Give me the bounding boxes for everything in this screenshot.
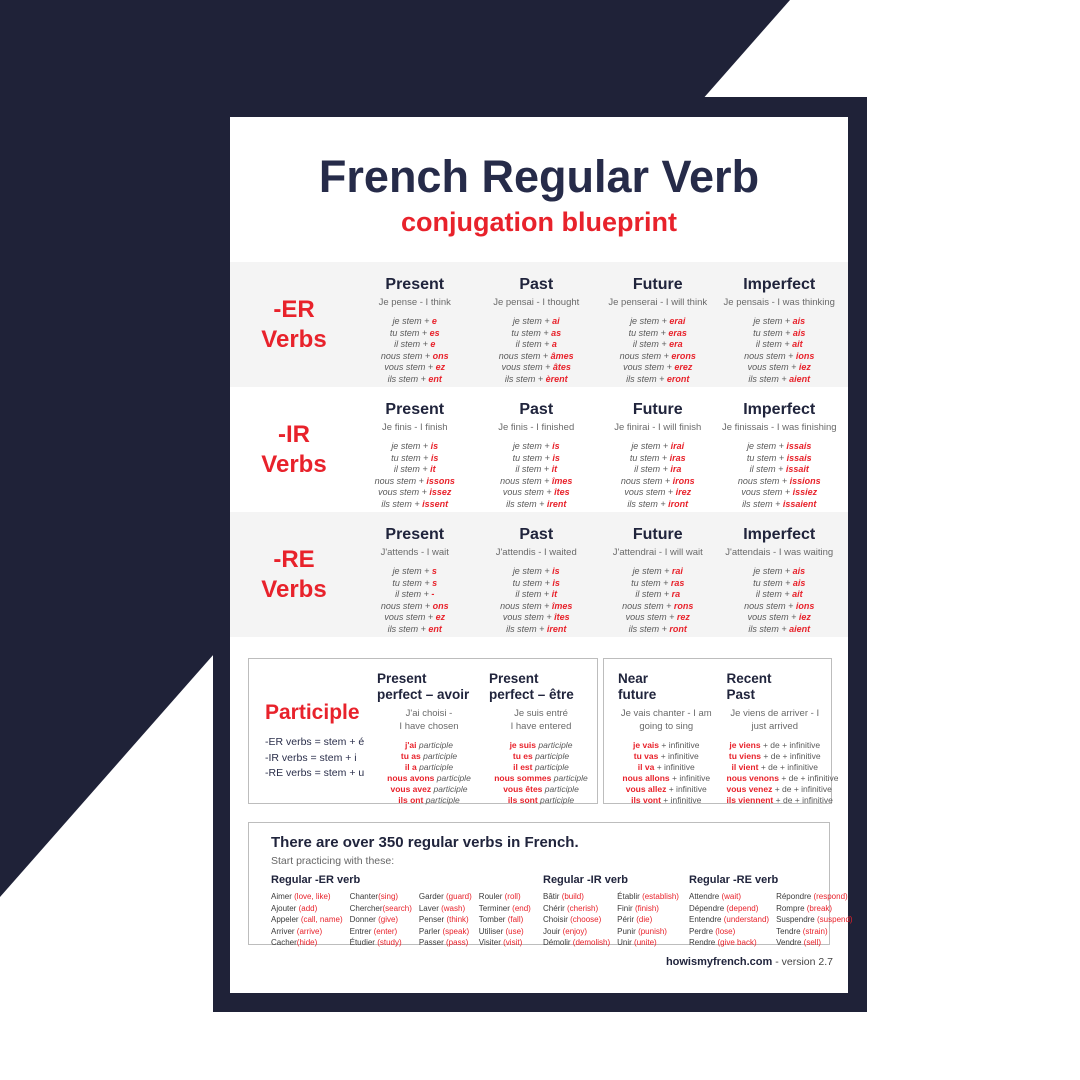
poster-subtitle: conjugation blueprint [401,207,677,237]
phrase-line: je vais + infinitive [633,740,700,750]
tense-example: Je penserai - I will think [608,297,708,308]
verb-column [419,892,472,947]
verb-entry: Punir (punish) [617,926,667,936]
verb-entry: Rompre (break) [776,903,833,913]
conjugation-line: ils stem + ent [387,373,442,384]
verb-entry: Chérir (cherish) [543,903,599,913]
verb-entry: Attendre (wait) [689,892,742,901]
phrase-line: il est participle [513,762,569,772]
conjugation-line: je stem + rai [632,566,683,576]
phrase-line: nous allons + infinitive [622,773,711,783]
tense-name: Future [632,526,683,543]
poster-title: French Regular Verb [318,151,760,202]
poster-page [230,117,853,993]
verb-column [689,892,769,947]
conjugation-line: nous stem + ons [380,600,449,611]
conjugation-line: il stem + a [515,339,557,349]
phrase-example: Je suis entré I have entered [510,708,572,732]
conjugation-line: je stem + irai [631,441,685,451]
tense-name: Imperfect [743,401,816,418]
phrase-example: J'ai choisi - I have chosen [399,708,459,732]
tense-name: Future [632,401,683,418]
conjugation-line: vous stem + rez [625,612,690,622]
conjugation-line: nous stem + ons [380,350,449,361]
conjugation-line: tu stem + es [389,327,440,338]
verb-group-label: -RE Verbs [261,545,327,603]
conjugation-line: ils stem + issaient [742,498,817,509]
verb-list-title: Regular -IR verb [543,874,628,886]
conjugation-line: ils stem + ront [628,623,687,634]
verb-entry: Jouir (enjoy) [543,926,588,936]
phrase-line: il vient + de + infinitive [731,762,818,772]
participle-rule-re: -RE verbs = stem + u [265,767,365,779]
verb-column [776,892,853,947]
tense-column [719,401,841,508]
conjugation-line: il stem + ait [755,589,803,599]
conjugation-line: vous stem + issez [378,487,452,497]
tense-name: Imperfect [743,526,816,543]
conjugation-line: ils stem + èrent [504,373,568,384]
verb-group-row [230,512,848,637]
conjugation-line: il stem + ait [755,339,803,349]
conjugation-line: je stem + is [512,441,560,451]
conjugation-line: vous stem + issiez [741,487,818,497]
conjugation-line: vous stem + ez [384,362,446,372]
participle-rule-er: -ER verbs = stem + é [265,736,365,748]
verb-entry: Dépendre (depend) [689,903,759,913]
phrase-line: j'ai participle [405,740,453,750]
phrase-column-name: Present perfect – avoir [377,671,470,702]
conjugation-line: tu stem + ras [631,577,685,588]
verb-entry: Chanter(sing) [349,892,399,901]
conjugation-line: il stem + era [632,339,683,349]
verb-list-title: Regular -ER verb [271,874,361,886]
conjugation-line: ils stem + iront [627,498,689,509]
verb-entry: Chercher(search) [349,903,412,913]
phrase-line: tu viens + de + infinitive [728,751,821,761]
tense-column [354,276,476,383]
conjugation-line: je stem + ais [753,566,806,576]
conjugation-line: tu stem + ais [753,327,806,338]
verb-entry: Laver (wash) [418,903,466,913]
tense-name: Past [519,526,554,543]
tense-column [719,276,841,383]
tense-example: Je pensais - I was thinking [723,297,835,308]
phrase-line: tu es participle [512,751,570,761]
conjugation-line: tu stem + issais [746,452,812,463]
conjugation-line: ils stem + irent [506,498,567,509]
practice-section [248,822,853,947]
conjugation-line: il stem + it [515,464,558,474]
phrase-column [726,671,839,806]
verb-list-title: Regular -RE verb [689,874,779,886]
conjugation-line: ils stem + irent [506,623,567,634]
conjugation-line: ils stem + ent [387,623,442,634]
verb-group-row [230,387,848,512]
tense-column [719,526,841,633]
tense-example: Je finis - I finished [498,422,575,433]
conjugation-line: tu stem + s [392,577,438,588]
tense-column [354,526,476,633]
conjugation-line: nous stem + rons [622,600,694,611]
tense-column [354,401,476,508]
tense-column [597,526,719,633]
footer [666,956,833,968]
conjugation-line: nous stem + âmes [498,350,574,361]
footer-version: - version 2.7 [775,956,833,968]
conjugation-line: il stem + it [393,464,436,474]
phrase-line: ils viennent + de + infinitive [726,795,833,805]
phrase-column [377,671,481,806]
practice-groups [271,874,853,947]
phrase-line: vous êtes participle [503,784,579,794]
tense-column [597,276,719,383]
conjugation-line: il stem + - [395,589,435,599]
phrase-line: ils vont + infinitive [631,795,702,805]
conjugation-line: vous stem + iez [747,362,811,372]
verb-entry: Penser (think) [418,915,469,924]
phrase-line: je suis participle [509,740,573,750]
conjugation-line: je stem + ais [753,316,806,326]
phrase-line: vous allez + infinitive [625,784,707,794]
verb-entry: Ajouter (add) [271,903,318,913]
conjugation-line: je stem + ai [512,316,560,326]
verb-entry: Arriver (arrive) [271,926,323,936]
conjugation-line: il stem + ira [634,464,682,474]
verb-entry: Démolir (demolish) [543,938,611,947]
phrase-line: ils ont participle [398,795,460,805]
footer-site: howismyfrench.com [665,956,773,968]
conjugation-line: tu stem + is [512,577,560,588]
conjugation-line: nous stem + erons [619,350,696,361]
phrase-column [489,671,593,806]
practice-heading: There are over 350 regular verbs in French. [271,834,579,851]
phrase-line: nous sommes participle [494,773,588,783]
verb-entry: Utiliser (use) [478,926,524,936]
conjugation-line: je stem + is [391,441,439,451]
phrase-column-name: Recent Past [726,671,772,702]
verb-entry: Aimer (love, like) [271,892,331,901]
verb-entry: Entendre (understand) [689,915,770,924]
conjugation-line: nous stem + ions [744,600,815,611]
verb-entry: Étudier (study) [349,938,402,947]
conjugation-line: ils stem + eront [626,373,690,384]
verb-entry: Choisir (choose) [543,915,602,924]
conjugation-line: nous stem + îmes [500,600,573,611]
participle-rule-ir: -IR verbs = stem + i [265,751,357,764]
phrase-line: vous venez + de + infinitive [726,784,832,794]
tense-column [476,526,598,633]
tense-example: J'attendis - I waited [495,547,577,558]
verb-entry: Vendre (sell) [776,938,821,947]
conjugation-line: il stem + ra [635,589,681,599]
verb-entry: Suspendre (suspend) [776,915,853,924]
tense-example: Je pense - I think [378,297,451,308]
phrase-example: Je viens de arriver - I just arrived [730,708,820,732]
verb-entry: Donner (give) [349,915,399,924]
verb-column [543,892,610,947]
verb-column [479,892,531,947]
phrase-column [618,671,715,806]
conjugation-line: vous stem + ez [384,612,446,622]
verb-entry: Appeler (call, name) [271,915,343,924]
verb-entry: Garder (guard) [418,892,472,901]
conjugation-line: nous stem + irons [620,475,695,486]
tense-example: J'attendais - I was waiting [725,547,834,558]
phrase-column-name: Present perfect – être [489,671,574,702]
tense-name: Present [385,276,445,293]
verb-group-label: -IR Verbs [261,420,327,478]
verb-entry: Répondre (respond) [776,892,848,901]
tense-column [476,401,598,508]
conjugation-line: je stem + s [392,566,437,576]
verb-column [350,892,412,947]
tense-column [597,401,719,508]
verb-list-group [271,874,543,947]
verb-entry: Entrer (enter) [349,926,398,936]
phrase-line: tu vas + infinitive [633,751,699,761]
conjugation-line: vous stem + erez [623,362,693,372]
phrase-line: vous avez participle [390,784,468,794]
conjugation-line: nous stem + issons [374,475,455,486]
conjugation-line: il stem + e [394,339,436,349]
tense-column [476,276,598,383]
verb-entry: Établir (establish) [617,892,679,901]
participle-section [248,658,598,804]
conjugation-line: tu stem + is [512,452,560,463]
conjugation-line: vous stem + îtes [502,612,570,622]
verb-column [271,892,343,947]
verb-list-group [689,874,853,947]
conjugation-line: vous stem + irez [624,487,692,497]
conjugation-line: ils stem + issent [381,498,449,509]
tense-example: J'attendrai - I will wait [612,547,703,558]
conjugation-line: ils stem + aient [748,373,811,384]
phrase-line: je viens + de + infinitive [729,740,821,750]
conjugation-line: vous stem + îtes [502,487,570,497]
verb-entry: Rouler (roll) [478,892,521,901]
verb-entry: Perdre (lose) [689,926,736,936]
tense-rows [230,262,848,637]
verb-entry: Tendre (strain) [776,926,828,936]
practice-subheading: Start practicing with these: [271,855,395,867]
conjugation-line: tu stem + is [391,452,439,463]
phrase-example: Je vais chanter - I am going to sing [620,708,712,732]
conjugation-line: tu stem + ais [753,577,806,588]
phrase-column-name: Near future [618,671,657,702]
tense-name: Future [632,276,683,293]
verb-entry: Finir (finish) [617,903,659,913]
verb-entry: Unir (unite) [617,938,657,947]
phrase-line: il a participle [404,762,454,772]
tense-example: Je finis - I finish [382,422,448,433]
conjugation-line: nous stem + ions [744,350,815,361]
phrase-line: nous venons + de + infinitive [726,773,839,783]
verb-group-row [230,262,848,387]
tense-example: J'attends - I wait [380,547,449,558]
verb-entry: Bâtir (build) [543,892,584,901]
tense-example: Je finissais - I was finishing [721,422,837,433]
verb-entry: Passer (pass) [418,938,469,947]
conjugation-line: je stem + e [392,316,437,326]
conjugation-line: je stem + issais [747,441,812,451]
tense-name: Imperfect [743,276,816,293]
verb-group-label: -ER Verbs [261,295,327,353]
conjugation-line: nous stem + issions [737,475,821,486]
phrase-line: nous avons participle [387,773,471,783]
participle-title: Participle [265,701,360,724]
tense-name: Present [385,526,445,543]
phrase-line: ils sont participle [507,795,575,805]
present-perfect-columns [377,671,593,806]
tense-name: Present [385,401,445,418]
tense-example: Je finirai - I will finish [614,422,702,433]
verb-entry: Visiter (visit) [478,938,523,947]
verb-entry: Parler (speak) [418,926,470,936]
tense-example: Je pensai - I thought [493,297,580,308]
conjugation-line: je stem + is [512,566,560,576]
conjugation-line: il stem + issait [749,464,809,474]
conjugation-line: je stem + erai [630,316,686,326]
phrase-line: il va + infinitive [637,762,695,772]
verb-entry: Tomber (fall) [478,915,524,924]
poster-frame [213,97,867,1012]
near-future-recent-past-section [603,658,839,805]
conjugation-line: tu stem + as [511,327,562,338]
verb-entry: Périr (die) [617,915,653,924]
conjugation-line: vous stem + iez [747,612,811,622]
verb-list-group [543,874,689,947]
conjugation-line: tu stem + eras [628,327,687,338]
tense-name: Past [519,401,554,418]
conjugation-line: ils stem + aient [748,623,811,634]
verb-entry: Cacher(hide) [271,938,318,947]
participle-rules [265,735,364,782]
conjugation-line: tu stem + iras [629,452,686,463]
verb-entry: Terminer (end) [478,903,531,913]
conjugation-line: nous stem + îmes [500,475,573,486]
verb-column [617,892,679,947]
future-past-columns [618,671,839,806]
verb-entry: Rendre (give back) [689,938,757,947]
conjugation-line: il stem + it [515,589,558,599]
phrase-line: tu as participle [400,751,458,761]
conjugation-line: vous stem + âtes [501,362,571,372]
tense-name: Past [519,276,554,293]
